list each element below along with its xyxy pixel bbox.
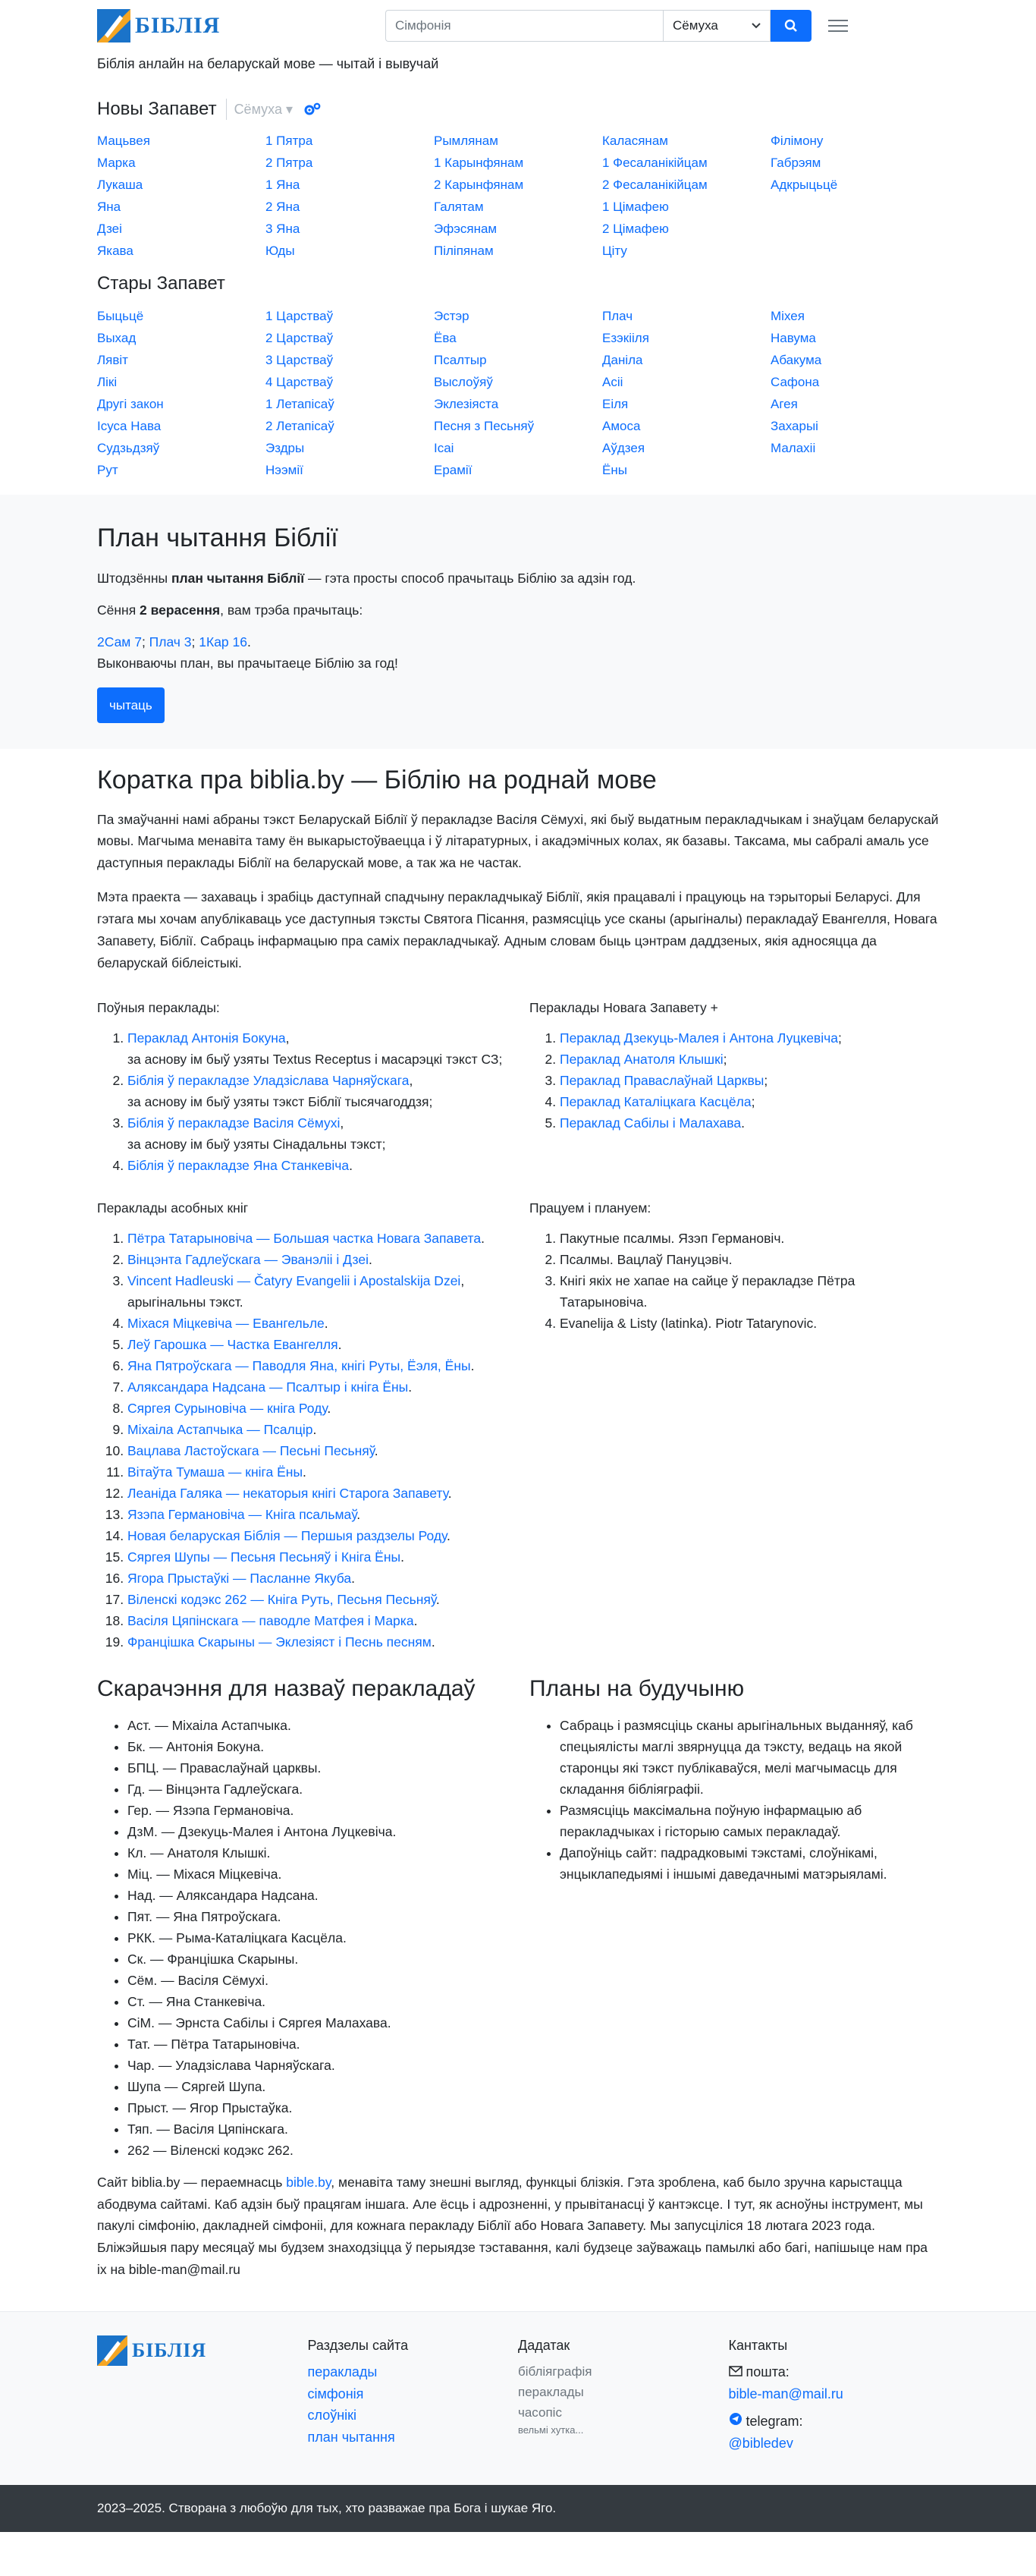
plan-today: Сёння 2 верасення, вам трэба прачытаць: xyxy=(97,602,363,618)
translation-link[interactable]: Леў Гарошка — Частка Евангелля xyxy=(127,1336,338,1352)
book-link[interactable]: 1 Цімафею xyxy=(602,200,669,215)
footer-extra-item: пераклады xyxy=(518,2385,584,2400)
translation-link[interactable]: Пераклад Анатоля Клышкі xyxy=(560,1051,724,1067)
item-tail: . xyxy=(327,1400,331,1416)
nt-translations-list xyxy=(529,1027,939,1134)
telegram-icon xyxy=(729,2412,742,2426)
item-tail: . xyxy=(431,1634,435,1650)
footer-section-link[interactable]: пераклады xyxy=(307,2364,378,2379)
plans-title: Працуем і плануем: xyxy=(529,1200,651,1216)
about-paragraph-1: Па змаўчанні намі абраны тэкст Беларускай Біблії ў перакладзе Васіля Сёмухі, які быў выдатным перакладчыкам і знаўцам беларускай мовы. Магчыма менавіта таму ён выкарыстоўваецца і ў літаратурных, і акадэмічных колах, як базавы. Таксама, мы сабралі амаль усе даступныя пераклады Біблії на беларускай мове, а так жа не частак. xyxy=(97,811,939,871)
separate-book-item xyxy=(127,1504,507,1525)
ot-title: Стары Запавет xyxy=(97,273,225,294)
translation-link[interactable]: Пераклад Сабілы і Малахава xyxy=(560,1115,742,1131)
book-link[interactable]: Асіі xyxy=(602,374,623,389)
book-link[interactable]: Рымлянам xyxy=(434,134,498,149)
nt-title: Новы Запавет xyxy=(97,98,217,119)
reading-link[interactable]: Плач 3 xyxy=(149,634,192,650)
book-link[interactable]: Ёва xyxy=(434,330,457,345)
about-section xyxy=(97,760,939,2281)
book-link[interactable]: Езэкііля xyxy=(602,330,649,345)
item-tail: , арыгінальны тэкст. xyxy=(127,1272,465,1310)
footer-extra xyxy=(518,2361,729,2423)
copyright-bar xyxy=(0,2485,1036,2532)
translation-note: за аснову ім быў узяты Textus Receptus і масарэцкі тэкст СЗ; xyxy=(127,1051,503,1067)
item-tail: . xyxy=(413,1612,418,1628)
book-link[interactable]: Лявіт xyxy=(97,352,128,367)
abbreviation-item: • Гер. — Язэпа Германовіча. xyxy=(127,1800,507,1821)
nt-translation-label: Сёмуха xyxy=(234,101,282,117)
book-link[interactable]: Малахіі xyxy=(771,440,816,455)
separate-book-item xyxy=(127,1376,507,1398)
abbreviation-item: • Бк. — Антонія Бокуна. xyxy=(127,1736,507,1757)
full-translation-item: 3. Біблія ў перакладзе Васіля Сёмухі, за аснову ім быў узяты Сінадальны тэкст; xyxy=(127,1112,507,1155)
plan-title: План чытання Біблії xyxy=(97,523,338,552)
separate-book-item xyxy=(127,1589,507,1610)
translation-link[interactable]: Міхася Міцкевіча — Евангельле xyxy=(127,1315,325,1331)
book-link[interactable]: Лікі xyxy=(97,374,118,389)
plan-readings: 2Сам 7; Плач 3; 1Кар 16. xyxy=(97,634,251,650)
tagline: Біблія анлайн на беларускай мове — чытай і вывучай xyxy=(97,56,439,71)
footer-section-link[interactable]: слоўнікі xyxy=(307,2408,357,2423)
abbreviation-item: • Міц. — Міхася Міцкевіча. xyxy=(127,1864,507,1885)
footer-logo[interactable] xyxy=(97,2335,308,2367)
translation-link[interactable]: Міхаіла Астапчыка — Псалцір xyxy=(127,1421,313,1437)
abbreviation-item: • Аст. — Міхаіла Астапчыка. xyxy=(127,1715,507,1736)
book-link[interactable]: 1 Карынфянам xyxy=(434,156,524,171)
item-tail: . xyxy=(337,1336,342,1352)
book-link[interactable]: 2 Карынфянам xyxy=(434,178,524,193)
separate-book-item xyxy=(127,1440,507,1461)
read-button[interactable]: чытаць xyxy=(97,687,165,723)
book-link[interactable]: 1 Летапісаў xyxy=(265,396,334,411)
logo-icon xyxy=(97,9,130,42)
translation-note: за аснову ім быў узяты Сінадальны тэкст; xyxy=(127,1136,386,1152)
book-link[interactable]: Другі закон xyxy=(97,396,164,411)
book-link[interactable]: Ісуса Нава xyxy=(97,418,162,433)
abbreviation-item: • Тяп. — Васіля Цяпінскага. xyxy=(127,2118,507,2140)
item-tail: . xyxy=(324,1315,328,1331)
future-plan-item: • Размясціць максімальна поўную інфармацыю аб перакладчыках і гісторыю самых перакладаў. xyxy=(560,1800,939,1842)
item-tail: . xyxy=(303,1464,306,1480)
separate-book-item xyxy=(127,1546,507,1568)
book-link[interactable]: 2 Яна xyxy=(265,200,300,215)
search-button[interactable] xyxy=(771,10,812,42)
translation-link[interactable]: Пераклад Каталіцкага Касцёла xyxy=(560,1093,752,1109)
logo-text: БІБЛІЯ xyxy=(135,13,221,38)
book-link[interactable]: Міхея xyxy=(771,308,805,323)
nt-translation-item: 5. Пераклад Сабілы і Малахава. xyxy=(560,1112,939,1134)
footer-extra-title: Дадатак xyxy=(518,2338,570,2354)
footer-section-link[interactable]: сімфонія xyxy=(307,2386,364,2401)
item-tail: . xyxy=(408,1379,413,1395)
separate-book-item xyxy=(127,1313,507,1334)
full-translation-item: 2. Біблія ў перакладзе Уладзіслава Чарняўскага, за аснову ім быў узяты тэкст Біблії тысячагоддзя; xyxy=(127,1070,507,1112)
abbreviation-item: • Сём. — Васіля Сёмухі. xyxy=(127,1970,507,1991)
reading-link[interactable]: 1Кар 16 xyxy=(199,634,247,650)
book-link[interactable]: Еіля xyxy=(602,396,629,411)
book-link[interactable]: Рут xyxy=(97,462,118,477)
translation-link[interactable]: Біблія ў перакладзе Уладзіслава Чарняўскага xyxy=(127,1072,410,1088)
abbreviation-item: • Чар. — Уладзіслава Чарняўскага. xyxy=(127,2055,507,2076)
abbreviation-item: • Над. — Аляксандара Надсана. xyxy=(127,1885,507,1906)
abbreviation-item: • РКК. — Рыма-Каталіцкага Касцёла. xyxy=(127,1927,507,1949)
book-link[interactable]: Каласянам xyxy=(602,134,668,149)
book-link[interactable]: Эстэр xyxy=(434,308,469,323)
translation-link[interactable]: Францішка Скарыны — Эклезіяст і Песнь песням xyxy=(127,1634,432,1650)
abbreviation-item: • БПЦ. — Праваслаўнай царквы. xyxy=(127,1757,507,1779)
nt-header xyxy=(97,95,939,124)
chevron-down-icon xyxy=(752,23,761,29)
nt-books xyxy=(97,130,939,262)
separate-book-item xyxy=(127,1568,507,1589)
separate-book-item xyxy=(127,1525,507,1546)
book-link[interactable]: 3 Яна xyxy=(265,222,300,237)
separate-book-item xyxy=(127,1228,507,1249)
nt-translation-item: 2. Пераклад Анатоля Клышкі; xyxy=(560,1049,939,1070)
book-link[interactable]: 2 Пятра xyxy=(265,156,313,171)
abbreviation-item: • Тат. — Пётра Татарыновіча. xyxy=(127,2033,507,2055)
book-link[interactable]: Галятам xyxy=(434,200,484,215)
separate-books-list xyxy=(97,1228,507,1653)
translation-link[interactable]: Пётра Татарыновіча — Большая частка Новага Запавета xyxy=(127,1230,482,1246)
nt-translation-item: 3. Пераклад Праваслаўнай Царквы; xyxy=(560,1070,939,1091)
copyright-text: 2023–2025. Створана з любоўю для тых, хто разважае пра Бога і шукае Яго. xyxy=(97,2501,557,2516)
nt-translation-dropdown[interactable]: Сёмуха ▾ xyxy=(226,99,293,121)
translation-link[interactable]: Сяргея Сурыновіча — кніга Роду xyxy=(127,1400,328,1416)
future-plans-list xyxy=(529,1715,939,1885)
ot-header xyxy=(97,269,939,298)
separate-book-item xyxy=(127,1270,507,1313)
translation-select[interactable] xyxy=(663,10,771,42)
translation-link[interactable]: Пераклад Праваслаўнай Царквы xyxy=(560,1072,764,1088)
footer-extra-item: часопіс xyxy=(518,2405,562,2420)
separate-book-item xyxy=(127,1610,507,1631)
plan-item: 1. Пакутные псалмы. Язэп Германовіч. xyxy=(560,1228,939,1249)
item-tail: . xyxy=(400,1549,404,1565)
translation-link[interactable]: Аляксандара Надсана — Псалтыр і кніга Ёны xyxy=(127,1379,409,1395)
future-plan-item: • Сабраць і размясціць сканы арыгінальных выданняў, каб спецыялісты маглі звярнуцца да тэксту, ведаць на якой старонцы які тэкст публікаваўся, мелі магчымасць для складання бібліяграфіі. xyxy=(560,1715,939,1800)
book-link[interactable]: Дзеі xyxy=(97,222,122,237)
search-form xyxy=(385,10,812,42)
nt-translation-item: 1. Пераклад Дзекуць-Малея і Антона Луцкевіча; xyxy=(560,1027,939,1049)
separate-book-item xyxy=(127,1355,507,1376)
reading-plan-section xyxy=(0,495,1036,750)
book-link[interactable]: Выхад xyxy=(97,330,137,345)
book-link[interactable]: Піліпянам xyxy=(434,244,494,259)
translation-link[interactable]: Яна Пятроўскага — Паводля Яна, кнігі Руты, Ёэля, Ёны xyxy=(127,1357,471,1373)
future-plan-item: • Дапоўніць сайт: падрадковымі тэкстамі, слоўнікамі, энцыклапедыямі і іншымі даведачнымі матэрыяламі. xyxy=(560,1842,939,1885)
book-link[interactable]: Эфэсянам xyxy=(434,222,498,237)
translation-link[interactable]: Вінцэнта Гадлеўскага — Эванэліі і Дзеі xyxy=(127,1251,369,1267)
separate-book-item xyxy=(127,1419,507,1440)
header xyxy=(97,0,939,481)
book-link[interactable]: 2 Цімафею xyxy=(602,222,669,237)
plan-intro: Штодзённы план чытання Біблії — гэта просты способ прачытаць Біблію за адзін год. xyxy=(97,570,636,586)
item-tail: . xyxy=(368,1251,372,1267)
full-translation-item: 1. Пераклад Антонія Бокуна, за аснову ім быў узяты Textus Receptus і масарэцкі тэкст СЗ; xyxy=(127,1027,507,1070)
book-link[interactable]: Ісаі xyxy=(434,440,454,455)
translation-link[interactable]: Васіля Цяпінскага — паводле Матфея і Марка xyxy=(127,1612,414,1628)
book-link[interactable]: Яна xyxy=(97,200,121,215)
nt-translations-title: Пераклады Новага Запавету + xyxy=(529,999,718,1015)
item-tail: . xyxy=(470,1357,475,1373)
book-link[interactable]: Судзьдзяў xyxy=(97,440,160,455)
abbreviation-item: • ДзМ. — Дзекуць-Малея і Антона Луцкевіча. xyxy=(127,1821,507,1842)
translation-select-value: Сёмуха xyxy=(673,18,718,33)
footer-telegram-link[interactable]: @bibledev xyxy=(728,2436,793,2452)
book-link[interactable]: 1 Фесаланікійцам xyxy=(602,156,708,171)
plan-item: 4. Evanelija & Listy (latinka). Piotr Tatarynovic. xyxy=(560,1313,939,1334)
plan-item: 2. Псалмы. Вацлаў Пануцэвіч. xyxy=(560,1249,939,1270)
full-translation-item: 4. Біблія ў перакладзе Яна Станкевіча. xyxy=(127,1155,507,1176)
book-link[interactable]: Плач xyxy=(602,308,633,323)
book-link[interactable]: 2 Фесаланікійцам xyxy=(602,178,708,193)
translation-link[interactable]: Новая беларуская Біблія — Першыя раздзелы Роду xyxy=(127,1527,447,1543)
book-link[interactable]: Ерамії xyxy=(434,462,472,477)
separate-books-title: Пераклады асобных кніг xyxy=(97,1200,249,1216)
footer xyxy=(0,2311,1036,2485)
separate-book-item xyxy=(127,1631,507,1653)
item-tail: . xyxy=(447,1527,451,1543)
footer-sections xyxy=(308,2361,519,2449)
book-link[interactable]: 2 Летапісаў xyxy=(265,418,334,433)
footer-contacts-title: Кантакты xyxy=(728,2338,788,2354)
book-link[interactable]: Марка xyxy=(97,156,136,171)
abbreviation-item: • Ск. — Францішка Скарыны. xyxy=(127,1949,507,1970)
abbreviation-item: • СіМ. — Эрнста Сабілы і Сяргея Малахава. xyxy=(127,2012,507,2033)
book-link[interactable]: 1 Пятра xyxy=(265,134,313,149)
translation-link[interactable]: Язэпа Германовіча — Кніга псальмаў xyxy=(127,1506,357,1522)
book-link[interactable]: Абакума xyxy=(771,352,822,367)
book-link[interactable]: Ціту xyxy=(602,244,627,259)
translation-link[interactable]: Біблія ў перакладзе Васіля Сёмухі xyxy=(127,1115,341,1131)
book-link[interactable]: Лукаша xyxy=(97,178,143,193)
footer-logo-text: БІБЛІЯ xyxy=(132,2339,207,2362)
book-link[interactable]: Мацьвея xyxy=(97,134,150,149)
separate-book-item xyxy=(127,1483,507,1504)
book-link[interactable]: 2 Царстваў xyxy=(265,330,334,345)
full-translations-title: Поўныя пераклады: xyxy=(97,999,220,1015)
book-link[interactable]: Юды xyxy=(265,244,295,259)
book-link[interactable]: Навума xyxy=(771,330,816,345)
translation-link[interactable]: Пераклад Антонія Бокуна xyxy=(127,1030,286,1046)
abbreviations-list xyxy=(97,1715,507,2161)
logo-icon xyxy=(97,2335,127,2366)
translation-link[interactable]: Вацлава Ластоўскага — Песьні Песьняў xyxy=(127,1442,375,1458)
envelope-icon xyxy=(729,2366,742,2376)
book-link[interactable]: 3 Царстваў xyxy=(265,352,334,367)
full-translations-list xyxy=(97,1027,507,1176)
item-tail: . xyxy=(435,1591,440,1607)
menu-icon[interactable] xyxy=(828,20,848,32)
book-link[interactable]: Ёны xyxy=(602,462,627,477)
item-tail: . xyxy=(312,1421,317,1437)
translation-link[interactable]: Ягора Прыстаўкі — Пасланне Якуба xyxy=(127,1570,352,1586)
site-logo[interactable] xyxy=(97,8,385,44)
separate-book-item xyxy=(127,1334,507,1355)
ot-books xyxy=(97,305,939,481)
translation-link[interactable]: Леаніда Галяка — некаторыя кнігі Старога Запавету xyxy=(127,1485,448,1501)
abbreviation-item: • Ст. — Яна Станкевіча. xyxy=(127,1991,507,2012)
book-link[interactable]: 4 Царстваў xyxy=(265,374,334,389)
book-link[interactable]: 1 Яна xyxy=(265,178,300,193)
footer-tg-label: telegram: xyxy=(729,2411,940,2433)
reading-link[interactable]: 2Сам 7 xyxy=(97,634,142,650)
separate-book-item xyxy=(127,1249,507,1270)
footer-extra-tiny: вельмі хутка... xyxy=(518,2424,584,2436)
item-tail: . xyxy=(481,1230,485,1246)
item-tail: . xyxy=(351,1570,355,1586)
nt-translation-item: 4. Пераклад Каталіцкага Касцёла; xyxy=(560,1091,939,1112)
translation-link[interactable]: Біблія ў перакладзе Яна Станкевіча xyxy=(127,1157,350,1173)
translation-link[interactable]: Віленскі кодэкс 262 — Кніга Руть, Песьня Песьняў xyxy=(127,1591,436,1607)
item-tail: . xyxy=(356,1506,361,1522)
footer-extra-item: бібліяграфія xyxy=(518,2364,592,2379)
abbreviation-item: • 262 — Віленскі кодэкс 262. xyxy=(127,2140,507,2161)
abbreviation-item: • Кл. — Анатоля Клышкі. xyxy=(127,1842,507,1864)
separate-book-item xyxy=(127,1461,507,1483)
search-icon xyxy=(784,19,798,33)
translation-note: за аснову ім быў узяты тэкст Біблії тысячагоддзя; xyxy=(127,1093,433,1109)
future-plans-title: Планы на будучыню xyxy=(529,1675,745,1701)
plan-outro: Выконваючы план, вы прачытаеце Біблію за год! xyxy=(97,655,398,671)
about-title: Коратка пра biblia.by — Біблію на роднай мове xyxy=(97,766,657,795)
abbreviation-item: • Шупа — Сяргей Шупа. xyxy=(127,2076,507,2097)
about-final: Сайт biblia.by — пераемнасць bible.by, менавіта таму знешні выгляд, функцыі блізкія. Гэта зроблена, каб было зручна карыстацца абодвума сайтамі. Каб адзін быў працягам іншага. Але ёсць і адрозненні, у прывітанасці ў кантэксце. І тут, як асноўны інструмент, мы пакулі сімфонію, дакладней сімфоніі, для кожнага перакладу Біблії або Новага Запавету. Мы запусціліся 18 лютага 2023 года. Бліжэйшыя пару месяцаў мы будзем знаходзіцца ў перыядзе тэставання, калі будзеце заўважаць памылкі або багі, напішыце нам пра іх на bible-man@mail.ru xyxy=(97,2174,928,2278)
book-link[interactable]: Якава xyxy=(97,244,133,259)
about-paragraph-2: Мэта праекта — захаваць і зрабіць даступнай спадчыну перакладчыкаў Біблії, якія працавалі і працуюць на тэрыторыі Беларусі. Для гэтага мы хочам апублікаваць усе даступныя тэксты Святога Пісання, размясціць усе сканы (арыгіналы) перакладаў Евангелля, Новага Запавету, Біблії. Сабраць інфармацыю пра саміх перакладчыкаў. Адным словам быць цэнтрам даддзеных, якія адносяцца да беларускай біблеістыкі. xyxy=(97,889,937,970)
translation-link[interactable]: Vincent Hadleuski — Čatyry Evangelii i Apostalskija Dzei xyxy=(127,1272,461,1288)
gear-icon[interactable] xyxy=(303,102,322,117)
bible-by-link[interactable]: bible.by xyxy=(286,2174,331,2190)
abbreviations-title: Скарачэння для назваў перакладаў xyxy=(97,1675,476,1701)
footer-mail-label: пошта: xyxy=(729,2361,940,2383)
book-link[interactable]: Амоса xyxy=(602,418,641,433)
book-link[interactable]: Быцьцё xyxy=(97,308,144,323)
book-link[interactable]: Захарыі xyxy=(771,418,818,433)
book-link[interactable]: 1 Царстваў xyxy=(265,308,334,323)
book-link[interactable]: Філімону xyxy=(771,134,824,149)
book-link[interactable]: Эздры xyxy=(265,440,305,455)
footer-sections-title: Раздзелы сайта xyxy=(307,2338,409,2354)
book-link[interactable]: Нээмії xyxy=(265,462,303,477)
separate-book-item xyxy=(127,1398,507,1419)
search-input[interactable] xyxy=(385,10,663,42)
item-tail: . xyxy=(447,1485,452,1501)
abbreviation-item: • Гд. — Вінцэнта Гадлеўскага. xyxy=(127,1779,507,1800)
footer-section-link[interactable]: план чытання xyxy=(307,2430,395,2445)
plan-item: 3. Кнігі якіх не хапае на сайце ў перакладзе Пётра Татарыновіча. xyxy=(560,1270,939,1313)
translation-link[interactable]: Пераклад Дзекуць-Малея і Антона Луцкевіча xyxy=(560,1030,838,1046)
book-link[interactable]: Агея xyxy=(771,396,798,411)
translation-link[interactable]: Вітаўта Тумаша — кніга Ёны xyxy=(127,1464,303,1480)
abbreviation-item: • Пят. — Яна Пятроўскага. xyxy=(127,1906,507,1927)
book-link[interactable]: Выслоўяў xyxy=(434,374,493,389)
item-tail: . xyxy=(374,1442,378,1458)
book-link[interactable]: Сафона xyxy=(771,374,820,389)
book-link[interactable]: Аўдзея xyxy=(602,440,645,455)
book-link[interactable]: Габрэям xyxy=(771,156,821,171)
book-link[interactable]: Песня з Песьняў xyxy=(434,418,535,433)
plans-list xyxy=(529,1228,939,1334)
book-link[interactable]: Адкрыцьцё xyxy=(771,178,838,193)
translation-link[interactable]: Сяргея Шупы — Песьня Песьняў і Кніга Ёны xyxy=(127,1549,401,1565)
footer-mail-link[interactable]: bible-man@mail.ru xyxy=(728,2386,843,2401)
book-link[interactable]: Псалтыр xyxy=(434,352,487,367)
book-link[interactable]: Эклезіяста xyxy=(434,396,499,411)
abbreviation-item: • Прыст. — Ягор Прыстаўка. xyxy=(127,2097,507,2118)
book-link[interactable]: Даніла xyxy=(602,352,643,367)
